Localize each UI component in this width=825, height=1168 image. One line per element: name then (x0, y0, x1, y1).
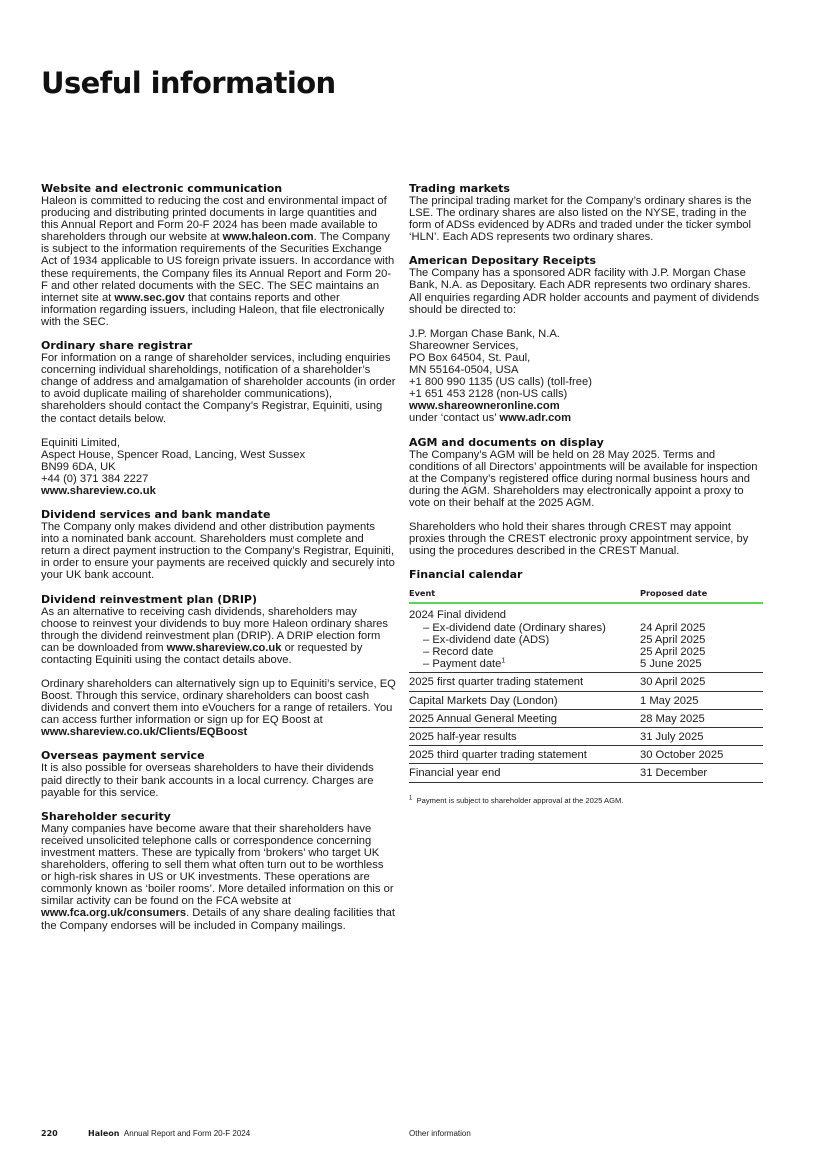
registrar-text: For information on a range of shareholder services, including enquiries concerning individual shareholdings, notification of a shareholder’s change of address and amalgamation of shareholder accounts (in order to avoid duplicate mailing of shareholder communications), shareholders should contact the Company’s Registrar, Equiniti, using the contact details below. (41, 352, 396, 425)
dividend-text: The Company only makes dividend and other distribution payments into a nominated bank account. Shareholders must complete and return a direct payment instruction to the Company’s Registrar, Equiniti, in order to ensure your payments are received quickly and securely into your UK bank account. (41, 521, 395, 582)
agm-section (409, 436, 765, 558)
table-row: 2025 half-year results 31 July 2025 (409, 727, 763, 745)
overseas-heading: Overseas payment service (41, 749, 205, 763)
eqboost-link[interactable]: www.shareview.co.uk/Clients/EQBoost (41, 726, 248, 739)
adr-heading: American Depositary Receipts (409, 254, 597, 268)
shareowneronline-link[interactable]: www.shareowneronline.com (409, 400, 560, 413)
dividend-heading: Dividend services and bank mandate (41, 508, 271, 522)
registrar-address: Equiniti Limited, Aspect House, Spencer Road, Lancing, West Sussex BN99 6DA, UK +44 (0) 371 384 2227 www.shareview.co.uk (41, 437, 396, 497)
website-heading: Website and electronic communication (41, 182, 283, 195)
security-heading: Shareholder security (41, 809, 171, 823)
table-row: 2024 Final dividend – Ex-dividend date (Ordinary shares) – Ex-dividend date (ADS) – Record date – Payment date$^1$ 24 April 2025 25 April 2025 25 April 2025 5 June 2025 (409, 603, 763, 673)
right-column (409, 182, 765, 818)
haleon-link[interactable]: www.haleon.com (222, 231, 314, 244)
final-dividend-label: 2024 Final dividend (409, 609, 507, 622)
crest-text: Shareholders who hold their shares through CREST may appoint proxies through the CREST electronic proxy appointment service, by using the procedures described in the CREST Manual. (409, 520, 749, 558)
dividend-section (41, 508, 396, 581)
security-text: Many companies have become aware that their shareholders have received unsolicited telephone calls or correspondence concerning investment matters. These are typically from ‘brokers’ who target UK shareholders, offering to sell them what often turn out to be worthless or high-risk shares in US or UK investments. These operations are commonly known as ‘boiler rooms’. More detailed information on this or similar activity can be found on the FCA website at www.fca.org.uk/consumers. Details of any share dealing facilities that the Company endorses will be included in Company mailings. (41, 822, 396, 932)
trading-text: The principal trading market for the Company’s ordinary shares is the LSE. The ordinary shares are also listed on the NYSE, trading in the form of ADSs evidenced by ADRs and traded under the ticker symbol ‘HLN’. Each ADS represents two ordinary shares. (409, 195, 752, 244)
registrar-heading: Ordinary share registrar (41, 339, 193, 353)
table-row: Capital Markets Day (London) 1 May 2025 (409, 691, 763, 709)
drip-heading: Dividend reinvestment plan (DRIP) (41, 592, 258, 606)
footer-doc-title: Haleon Annual Report and Form 20-F 2024 (88, 1129, 251, 1138)
adr-text: The Company has a sponsored ADR facility with J.P. Morgan Chase Bank, N.A. as Depositary. Each ADR represents two ordinary shares. All enquiries regarding ADR holder accounts and payment of dividends should be directed to: (409, 267, 760, 316)
col-date-header: Proposed date (640, 581, 763, 603)
agm-heading: AGM and documents on display (409, 435, 604, 449)
col-event-header: Event (409, 581, 640, 603)
page-title: Useful information (41, 66, 336, 100)
shareview-drip-link[interactable]: www.shareview.co.uk (166, 641, 282, 654)
page-number: 220 (41, 1129, 58, 1138)
table-row: 2025 third quarter trading statement 30 October 2025 (409, 746, 763, 764)
website-section (41, 182, 396, 328)
adr-link[interactable]: www.adr.com (499, 412, 572, 425)
adr-section (409, 254, 765, 424)
sec-link[interactable]: www.sec.gov (114, 291, 185, 304)
table-row: 2025 first quarter trading statement 30 April 2025 (409, 673, 763, 691)
footnote-mark: 1 (501, 657, 506, 665)
website-text: Haleon is committed to reducing the cost and environmental impact of producing and distributing printed documents in large quantities and this Annual Report and Form 20-F 2024 has been made available to shareholders through our website at www.haleon.com. The Company is subject to the information requirements of the Securities Exchange Act of 1934 applicable to US foreign private issuers. In accordance with these requirements, the Company files its Annual Report and Form 20-F and other related documents with the SEC. The SEC maintains an internet site at www.sec.gov that contains reports and other information regarding issuers, including Haleon, that file electronically with the SEC. (41, 195, 395, 328)
table-row: 2025 Annual General Meeting 28 May 2025 (409, 709, 763, 727)
drip-section (41, 593, 396, 739)
shareview-link[interactable]: www.shareview.co.uk (41, 484, 156, 497)
calendar-table (409, 581, 763, 782)
calendar-heading: Financial calendar (409, 568, 523, 582)
calendar-section (409, 568, 765, 806)
registrar-section (41, 339, 396, 497)
left-column (41, 182, 396, 943)
trading-heading: Trading markets (409, 182, 510, 195)
drip-text: As an alternative to receiving cash dividends, shareholders may choose to reinvest your dividends to buy more Haleon ordinary shares through the dividend reinvestment plan (DRIP). A DRIP election form can be downloaded from www.shareview.co.uk or requested by contacting Equiniti using the contact details above. (41, 605, 388, 666)
eqboost-text: Ordinary shareholders can alternatively sign up to Equiniti’s service, EQ Boost. Through this service, ordinary shareholders can boost cash dividends and convert them into eVouchers for a range of retailers. You can access further information or sign up for EQ Boost at www.shareview.co.uk/Clients/EQBoost (41, 678, 396, 739)
overseas-text: It is also possible for overseas shareholders to have their dividends paid directly to their bank accounts in a local currency. Charges are payable for this service. (41, 762, 374, 799)
trading-section (409, 182, 765, 243)
calendar-footnote: $^1$ Payment is subject to shareholder approval at the 2025 AGM. (409, 795, 624, 805)
security-section (41, 810, 396, 932)
table-row: Financial year end 31 December (409, 764, 763, 782)
agm-text: The Company’s AGM will be held on 28 May 2025. Terms and conditions of all Directors’ appointments will be available for inspection at the Company’s registered office during normal business hours and during the AGM. Shareholders may electronically appoint a proxy to vote on their behalf at the 2025 AGM. (409, 448, 758, 509)
footer-section-name: Other information (409, 1129, 471, 1138)
fca-link[interactable]: www.fca.org.uk/consumers (41, 907, 187, 920)
overseas-section (41, 749, 396, 798)
adr-address: J.P. Morgan Chase Bank, N.A. Shareowner Services, PO Box 64504, St. Paul, MN 55164-0504, USA +1 800 990 1135 (US calls) (toll-free) +1 651 453 2128 (non-US calls) www.shareowneronline.com under ‘contact us’ www.adr.com (409, 328, 765, 425)
